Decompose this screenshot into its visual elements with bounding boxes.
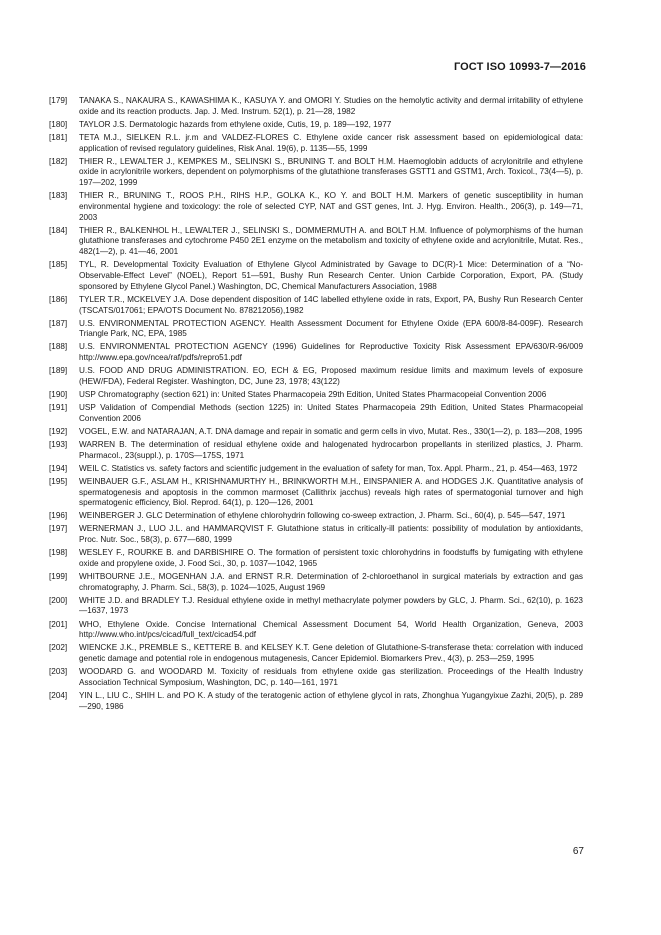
reference-item bbox=[49, 524, 583, 546]
reference-number: [186] bbox=[49, 294, 68, 304]
reference-number: [192] bbox=[49, 426, 68, 436]
reference-text: WHO, Ethylene Oxide. Concise International Chemical Assessment Document 54, World Health Organization, Geneva, 2003 http://www.who.int/pcs/cicad/full_text/cicad54.pdf bbox=[79, 619, 583, 640]
reference-text: WEINBAUER G.F., ASLAM H., KRISHNAMURTHY H., BRINKWORTH M.H., EINSPANIER A. and HODGES J.K. Quantitative analysis of spermatogenesis and apoptosis in the common marmoset (Callithrix jacchus) reveals high rates of spermatogonial turnover and high spermatogenic efficiency, Biol. Reprod. 64(1), p. 120—126, 2001 bbox=[79, 476, 583, 508]
reference-text: WEINBERGER J. GLC Determination of ethylene chlorohydrin following co-sweep extraction, J. Pharm. Sci., 60(4), p. 545—547, 1971 bbox=[79, 511, 566, 521]
reference-number: [179] bbox=[49, 96, 68, 105]
reference-item bbox=[49, 120, 583, 131]
reference-item bbox=[49, 572, 583, 594]
reference-number: [199] bbox=[49, 571, 68, 581]
reference-text: U.S. FOOD AND DRUG ADMINISTRATION. EO, ECH & EG, Proposed maximum residue limits and maximum levels of exposure (HEW/FDA), Federal Register. Washington, DC, June 23, 1978; 43(122) bbox=[79, 366, 583, 386]
reference-item bbox=[49, 260, 583, 292]
reference-item bbox=[49, 548, 583, 570]
reference-number: [188] bbox=[49, 342, 68, 352]
reference-item bbox=[49, 157, 583, 189]
reference-item bbox=[49, 133, 583, 155]
reference-item bbox=[49, 295, 583, 317]
reference-item bbox=[49, 342, 583, 364]
reference-text: USP Validation of Compendial Methods (section 1225) in: United States Pharmacopeia 29th Edition, United States Pharmacopeial Convention 2006 bbox=[79, 403, 583, 423]
reference-number: [198] bbox=[49, 548, 68, 558]
reference-number: [185] bbox=[49, 260, 68, 270]
reference-number: [200] bbox=[49, 595, 68, 605]
reference-item bbox=[49, 691, 583, 713]
reference-text: YIN L., LIU C., SHIH L. and PO K. A study of the teratogenic action of ethylene glycol in rats, Zhonghua Yugangyixue Zazhi, 20(5), p. 289—290, 1986 bbox=[79, 690, 583, 711]
reference-item bbox=[49, 667, 583, 689]
reference-text: U.S. ENVIRONMENTAL PROTECTION AGENCY. Health Assessment Document for Ethylene Oxide (EPA 600/8-84-009F). Research Triangle Park, NC, EPA, 1985 bbox=[79, 318, 583, 339]
reference-text: THIER R., LEWALTER J., KEMPKES M., SELINSKI S., BRUNING T. and BOLT H.M. Haemoglobin adducts of acrylonitrile and ethylene oxide in acrylonitrile workers, dependent on polymorphisms of the glutathione transferases GSTT1 and GSTM1, Arch. Toxicol., 73(4—5), p. 197—202, 1999 bbox=[79, 156, 583, 188]
reference-number: [180] bbox=[49, 119, 68, 129]
reference-text: WHITBOURNE J.E., MOGENHAN J.A. and ERNST R.R. Determination of 2-chloroethanol in surgical materials by extraction and gas chromatography, J. Pharm. Sci., 58(3), p. 1024—1025, August 1969 bbox=[79, 571, 583, 592]
reference-text: WEIL C. Statistics vs. safety factors and scientific judgement in the evaluation of safety for man, Tox. Appl. Pharm., 21, p. 454—463, 1972 bbox=[79, 463, 578, 473]
reference-text: VOGEL, E.W. and NATARAJAN, A.T. DNA damage and repair in somatic and germ cells in vivo, Mutat. Res., 330(1—2), p. 183—208, 1995 bbox=[79, 426, 583, 436]
reference-item bbox=[49, 620, 583, 642]
reference-number: [189] bbox=[49, 366, 68, 376]
reference-list bbox=[49, 96, 583, 715]
reference-text: THIER R., BRUNING T., ROOS P.H., RIHS H.P., GOLKA K., KO Y. and BOLT H.M. Markers of genetic susceptibility in human environmental hygiene and toxicology: the role of selected CYP, NAT and GST genes, Int. J. Hyg. Environ. Health., 206(3), p. 149—71, 2003 bbox=[79, 191, 583, 222]
reference-number: [190] bbox=[49, 390, 68, 400]
reference-text: TETA M.J., SIELKEN R.L. jr.m and VALDEZ-FLORES C. Ethylene oxide cancer risk assessment based on epidemiological data: application of revised regulatory guidelines, Risk Anal. 19(6), p. 1135—55, 1999 bbox=[79, 132, 583, 153]
reference-number: [191] bbox=[49, 403, 68, 413]
reference-number: [203] bbox=[49, 667, 68, 677]
reference-text: TYL, R. Developmental Toxicity Evaluation of Ethylene Glycol Administrated by Gavage to DC(R)-1 Mice: Determination of a “No-Observable-Effect Level” (NOEL), Report 51—591, Bushy Run Research Center. Union Carbide Corporation, Export, PA. (Study sponsored by Ethylene Glycol Panel.) Washington, DC, Chemical Manufacturers Association, 1988 bbox=[79, 260, 583, 291]
reference-number: [197] bbox=[49, 524, 68, 534]
reference-item bbox=[49, 643, 583, 665]
reference-text: TYLER T.R., MCKELVEY J.A. Dose dependent disposition of 14C labelled ethylene oxide in rats, Export, PA, Bushy Run Research Center (TSCATS/017061; EPA/OTS Document No. 878212056),1982 bbox=[79, 294, 583, 315]
reference-item bbox=[49, 319, 583, 341]
reference-item bbox=[49, 427, 583, 438]
document-header: ГОСТ ISO 10993-7—2016 bbox=[453, 61, 586, 73]
reference-text: TAYLOR J.S. Dermatologic hazards from ethylene oxide, Cutis, 19, p. 189—192, 1977 bbox=[79, 119, 392, 129]
reference-item bbox=[49, 403, 583, 425]
reference-text: WIENCKE J.K., PREMBLE S., KETTERE B. and KELSEY K.T. Gene deletion of Glutathione-S-transferase theta: correlation with induced genetic damage and potential role in endogenous mutagenesis, Cancer Epidemiol. Biomarkers Prev., 4(3), p. 253—259, 1995 bbox=[79, 643, 583, 664]
reference-number: [187] bbox=[49, 318, 68, 328]
reference-item bbox=[49, 464, 583, 475]
reference-text: THIER R., BALKENHOL H., LEWALTER J., SELINSKI S., DOMMERMUTH A. and BOLT H.M. Influence of polymorphisms of the human glutathione transferases and cytochrome P450 2E1 enzyme on the metabolism and toxicity of ethylene oxide and acrylonitrile, Mutat. Res., 482(1—2), p. 41—46, 2001 bbox=[79, 225, 583, 257]
reference-item bbox=[49, 511, 583, 522]
reference-number: [201] bbox=[49, 619, 68, 629]
reference-item bbox=[49, 366, 583, 388]
reference-text: WESLEY F., ROURKE B. and DARBISHIRE O. The formation of persistent toxic chlorohydrins in foodstuffs by fumigating with ethylene oxide and propylene oxide, J. Food Sci., 30, p. 1037—1042, 1965 bbox=[79, 548, 583, 568]
reference-number: [183] bbox=[49, 191, 68, 201]
reference-number: [193] bbox=[49, 439, 68, 449]
reference-text: WHITE J.D. and BRADLEY T.J. Residual ethylene oxide in methyl methacrylate polymer powders by GLC, J. Pharm. Sci., 62(10), p. 1623—1637, 1973 bbox=[79, 595, 583, 616]
reference-number: [182] bbox=[49, 156, 68, 166]
reference-number: [196] bbox=[49, 511, 68, 521]
reference-text: TANAKA S., NAKAURA S., KAWASHIMA K., KASUYA Y. and OMORI Y. Studies on the hemolytic activity and dermal irritability of ethylene oxide and its reaction products. Jap. J. Med. Instrum. 52(1), p. 21—28, 1982 bbox=[79, 96, 583, 116]
reference-number: [194] bbox=[49, 463, 68, 473]
reference-item bbox=[49, 191, 583, 223]
reference-text: WARREN B. The determination of residual ethylene oxide and halogenated hydrocarbon propellants in sterilized plastics, J. Pharm. Pharmacol., 23(suppl.), p. 170S—175S, 1971 bbox=[79, 439, 583, 460]
reference-item bbox=[49, 477, 583, 509]
reference-text: WERNERMAN J., LUO J.L. and HAMMARQVIST F. Glutathione status in critically-ill patients: possibility of modulation by antioxidants, Proc. Nutr. Soc., 58(3), p. 677—680, 1999 bbox=[79, 524, 583, 545]
reference-text: USP Chromatography (section 621) in: United States Pharmacopeia 29th Edition, United States Pharmacopeial Convention 2006 bbox=[79, 390, 547, 400]
reference-number: [181] bbox=[49, 132, 68, 142]
reference-number: [204] bbox=[49, 690, 68, 700]
reference-number: [195] bbox=[49, 476, 68, 486]
reference-item bbox=[49, 226, 583, 258]
reference-item bbox=[49, 440, 583, 462]
page-number: 67 bbox=[572, 846, 584, 857]
reference-item bbox=[49, 390, 583, 401]
reference-item bbox=[49, 596, 583, 618]
reference-text: U.S. ENVIRONMENTAL PROTECTION AGENCY (1996) Guidelines for Reproductive Toxicity Risk Assessment EPA/630/R-96/009 http://www.epa.gov/ncea/raf/pdfs/repro51.pdf bbox=[79, 342, 583, 363]
reference-number: [184] bbox=[49, 225, 68, 235]
reference-text: WOODARD G. and WOODARD M. Toxicity of residuals from ethylene oxide gas sterilization. Proceedings of the Health Industry Association Technical Symposium, Washington, DC, p. 140—161, 1971 bbox=[79, 667, 583, 687]
reference-number: [202] bbox=[49, 643, 68, 653]
reference-item bbox=[49, 96, 583, 118]
